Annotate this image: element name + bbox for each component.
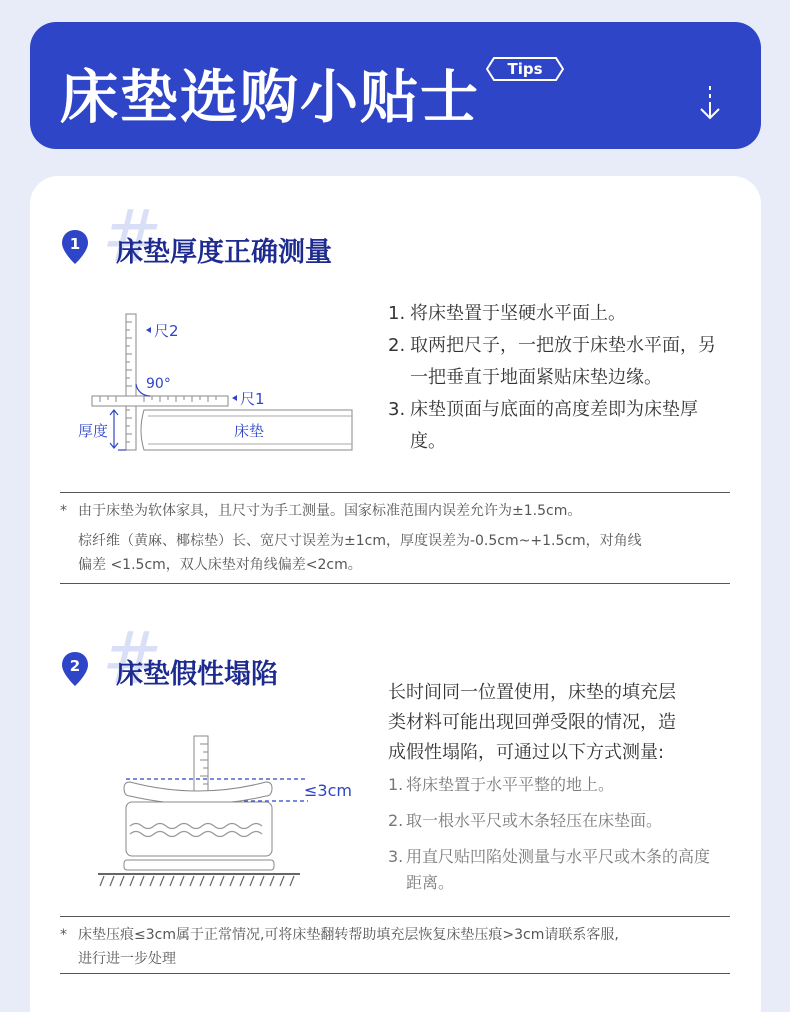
section2-intro: 长时间同一位置使用，床垫的填充层 类材料可能出现回弹受限的情况，造 成假性塌陷，可通过以下方式测量: bbox=[388, 682, 676, 763]
section2-note bbox=[60, 916, 730, 974]
step-item: 2. 取两把尺子，一把放于床垫水平面，另一把垂直于地面紧贴床垫边缘。 bbox=[388, 335, 716, 388]
depth-label: ≤3cm bbox=[304, 781, 352, 800]
note-star: * bbox=[60, 503, 67, 519]
svg-text:1: 1 bbox=[69, 235, 81, 253]
section1-title: 床垫厚度正确测量 bbox=[116, 237, 332, 268]
step-item: 2. 取一根水平尺或木条轻压在床垫面。 bbox=[388, 811, 663, 830]
page-title: 床垫选购小贴士 bbox=[60, 63, 481, 131]
tips-badge-label: Tips bbox=[507, 60, 543, 78]
section1-number-pin-icon bbox=[60, 228, 90, 266]
step-item: 3. 用直尺贴凹陷处测量与水平尺或木条的高度距离。 bbox=[388, 847, 711, 892]
section1-note bbox=[60, 492, 730, 584]
down-arrow-icon[interactable] bbox=[697, 84, 723, 122]
section2-number-pin-icon bbox=[60, 650, 90, 688]
mattress-label: 床垫 bbox=[234, 422, 265, 440]
ruler2-label: 尺2 bbox=[154, 322, 179, 340]
note-star: * bbox=[60, 927, 67, 943]
angle-label: 90° bbox=[146, 376, 171, 392]
note-line: 进行进一步处理 bbox=[78, 951, 176, 967]
note-line: 床垫压痕≤3cm属于正常情况,可将床垫翻转帮助填充层恢复床垫压痕>3cm请联系客服, bbox=[78, 927, 619, 943]
step-item: 1. 将床垫置于坚硬水平面上。 bbox=[388, 303, 626, 324]
svg-text:2: 2 bbox=[69, 657, 81, 675]
thickness-label: 厚度 bbox=[78, 422, 109, 440]
note-line: 棕纤维（黄麻、椰棕垫）长、宽尺寸误差为±1cm，厚度误差为-0.5cm~+1.5cm，对角线 bbox=[78, 533, 642, 549]
note-line: 由于床垫为软体家具，且尺寸为手工测量。国家标准范围内误差允许为±1.5cm。 bbox=[78, 503, 582, 519]
sag-measure-diagram bbox=[90, 726, 370, 896]
content-card bbox=[30, 176, 761, 1012]
section2-title: 床垫假性塌陷 bbox=[116, 659, 278, 690]
tips-badge bbox=[486, 56, 564, 82]
thickness-measure-diagram bbox=[70, 306, 370, 456]
step-item: 1. 将床垫置于水平平整的地上。 bbox=[388, 775, 615, 794]
header-banner bbox=[30, 22, 761, 149]
section2-hash-decoration: # bbox=[102, 616, 163, 700]
ruler1-label: 尺1 bbox=[240, 390, 265, 408]
note-line: 偏差 <1.5cm，双人床垫对角线偏差<2cm。 bbox=[78, 557, 362, 573]
section1-steps bbox=[388, 298, 718, 458]
section1-hash-decoration: # bbox=[102, 194, 163, 278]
step-item: 3. 床垫顶面与底面的高度差即为床垫厚度。 bbox=[388, 399, 698, 452]
section2-steps bbox=[388, 772, 718, 896]
